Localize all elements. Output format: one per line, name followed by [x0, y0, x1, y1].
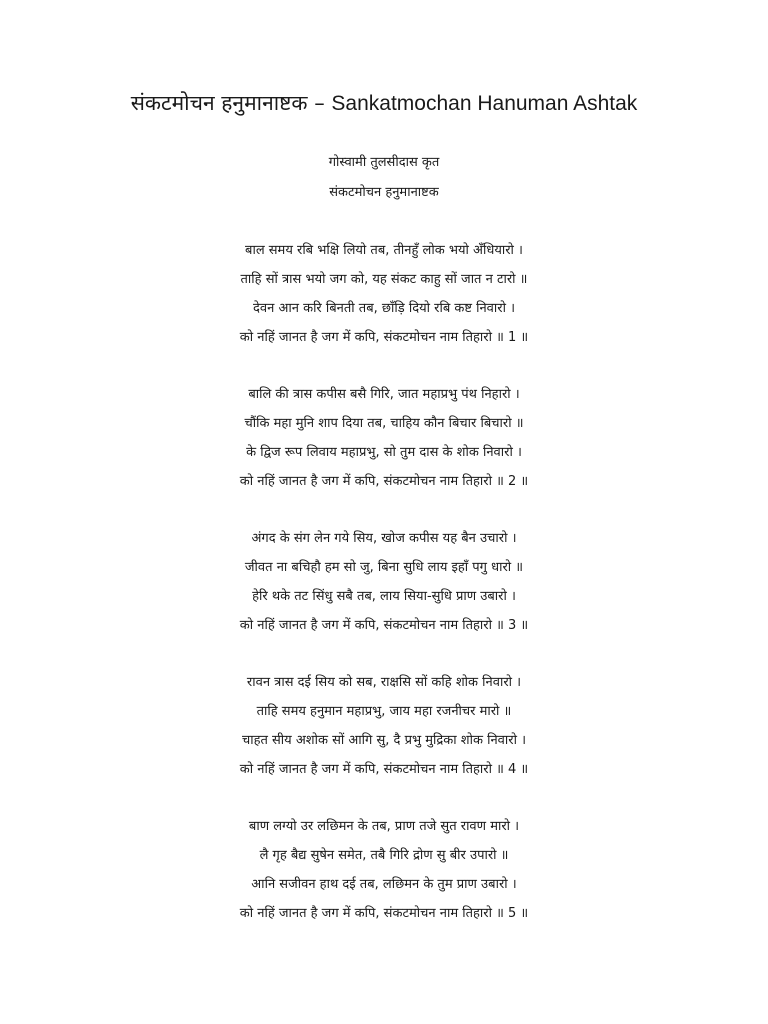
- verse-line: बालि की त्रास कपीस बसै गिरि, जात महाप्रभु पंथ निहारो ।: [248, 387, 520, 402]
- verse-line: अंगद के संग लेन गये सिय, खोज कपीस यह बैन उचारो ।: [251, 531, 517, 546]
- page-title: [0, 88, 768, 119]
- verse-line: रावन त्रास दई सिय को सब, राक्षसि सों कहि शोक निवारो ।: [246, 675, 522, 690]
- verse-line: देवन आन करि बिनती तब, छाँड़ि दियो रबि कष्ट निवारो ।: [252, 301, 516, 316]
- refrain-line: को नहिं जानत है जग में कपि, संकटमोचन नाम तिहारो ॥ 2 ॥: [239, 474, 529, 489]
- stanza-1: [0, 236, 768, 352]
- stanza-5: [0, 812, 768, 928]
- refrain-line: को नहिं जानत है जग में कपि, संकटमोचन नाम तिहारो ॥ 1 ॥: [239, 330, 529, 345]
- stanza-3: [0, 524, 768, 640]
- verse-line: चौंकि महा मुनि शाप दिया तब, चाहिय कौन बिचार बिचारो ॥: [244, 416, 524, 431]
- verse-line: आनि सजीवन हाथ दई तब, लछिमन के तुम प्राण उबारो ।: [251, 877, 517, 892]
- verse-line: चाहत सीय अशोक सों आगि सु, दै प्रभु मुद्रिका शोक निवारो ।: [241, 733, 527, 748]
- verse-line: बाल समय रबि भक्षि लियो तब, तीनहुँ लोक भयो अँधियारो ।: [245, 243, 523, 258]
- verse-line: ताहि समय हनुमान महाप्रभु, जाय महा रजनीचर मारो ॥: [256, 704, 512, 719]
- stanza-2: [0, 380, 768, 496]
- stanza-4: [0, 668, 768, 784]
- author-line: गोस्वामी तुलसीदास कृत: [328, 155, 440, 170]
- stanza-list: [0, 236, 768, 956]
- refrain-line: को नहिं जानत है जग में कपि, संकटमोचन नाम तिहारो ॥ 5 ॥: [239, 906, 529, 921]
- refrain-line: को नहिं जानत है जग में कपि, संकटमोचन नाम तिहारो ॥ 3 ॥: [239, 618, 529, 633]
- title-devanagari: संकटमोचन हनुमानाष्टक: [130, 91, 308, 115]
- verse-line: हेरि थके तट सिंधु सबै तब, लाय सिया-सुधि प्राण उबारो ।: [252, 589, 516, 604]
- title-separator: –: [307, 91, 332, 115]
- title-latin: Sankatmochan Hanuman Ashtak: [331, 92, 638, 115]
- verse-line: के द्विज रूप लिवाय महाप्रभु, सो तुम दास के शोक निवारो ।: [246, 445, 522, 460]
- verse-line: ताहि सों त्रास भयो जग को, यह संकट काहु सों जात न टारो ॥: [240, 272, 528, 287]
- refrain-line: को नहिं जानत है जग में कपि, संकटमोचन नाम तिहारो ॥ 4 ॥: [239, 762, 529, 777]
- verse-line: जीवत ना बचिहौ हम सो जु, बिना सुधि लाय इहाँ पगु धारो ॥: [244, 560, 524, 575]
- work-name-line: संकटमोचन हनुमानाष्टक: [329, 185, 439, 200]
- verse-line: बाण लग्यो उर लछिमन के तब, प्राण तजे सुत रावण मारो ।: [248, 819, 520, 834]
- verse-line: लै गृह बैद्य सुषेन समेत, तबै गिरि द्रोण सु बीर उपारो ॥: [259, 848, 509, 863]
